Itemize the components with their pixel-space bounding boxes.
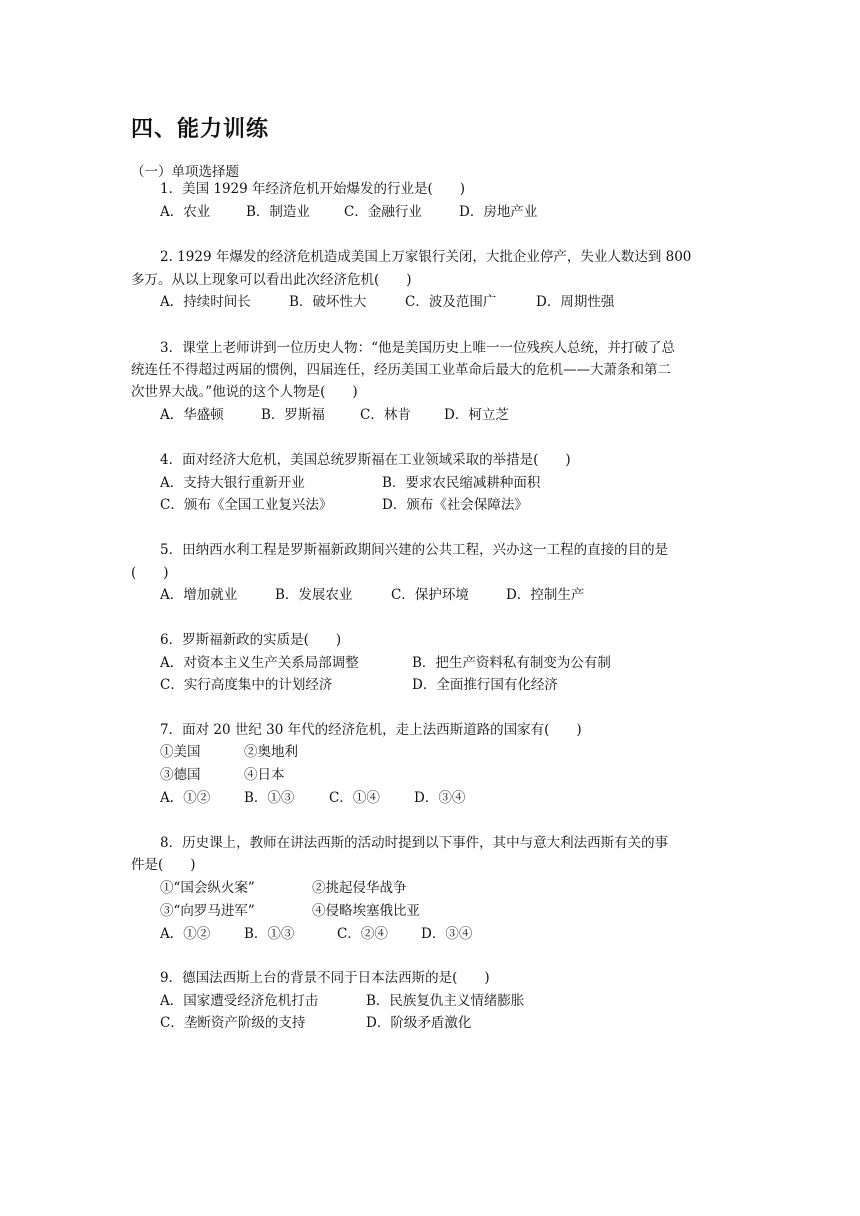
q1-option-b: B．制造业: [246, 204, 310, 220]
q7-item-2: ②奥地利: [244, 744, 298, 760]
question-3-stem-cont-1: 统连任不得超过两届的惯例，四届连任，经历美国工业革命后最大的危机——大萧条和第二: [131, 362, 671, 378]
q7-item-4: ④日本: [244, 767, 285, 783]
q7-option-d: D．③④: [414, 790, 466, 806]
question-2-stem: 2. 1929 年爆发的经济危机造成美国上万家银行关闭，大批企业停产，失业人数达到 800: [160, 249, 692, 265]
q7-option-a: A．①②: [160, 790, 211, 806]
q4-option-a: A．支持大银行重新开业: [160, 475, 305, 491]
q1-option-a: A．农业: [160, 204, 211, 220]
question-6-stem: 6．罗斯福新政的实质是( ): [160, 632, 342, 648]
q8-item-1: ①“国会纵火案”: [160, 880, 255, 896]
q3-option-a: A．华盛顿: [160, 407, 224, 423]
question-3-stem-cont-2: 次世界大战。”他说的这个人物是( ): [131, 384, 358, 400]
q7-item-3: ③德国: [160, 767, 201, 783]
q3-option-d: D．柯立芝: [444, 407, 509, 423]
page-title: 四、能力训练: [131, 117, 270, 142]
q8-item-2: ②挑起侵华战争: [312, 880, 407, 896]
q6-option-b: B．把生产资料私有制变为公有制: [412, 655, 611, 671]
question-2-stem-cont: 多万。从以上现象可以看出此次经济危机( ): [131, 272, 412, 288]
q4-option-b: B．要求农民缩减耕种面积: [382, 475, 541, 491]
question-1-stem: 1．美国 1929 年经济危机开始爆发的行业是( ): [160, 181, 466, 197]
q8-option-b: B．①③: [244, 926, 295, 942]
q7-option-c: C．①④: [329, 790, 380, 806]
q8-option-c: C．②④: [337, 926, 388, 942]
q4-option-c: C．颁布《全国工业复兴法》: [160, 497, 333, 513]
q8-option-a: A．①②: [160, 926, 211, 942]
q6-option-d: D．全面推行国有化经济: [412, 677, 558, 693]
q6-option-a: A．对资本主义生产关系局部调整: [160, 655, 359, 671]
q8-item-3: ③“向罗马进军”: [160, 903, 255, 919]
q9-option-d: D．阶级矛盾激化: [366, 1015, 472, 1031]
question-4-stem: 4．面对经济大危机，美国总统罗斯福在工业领域采取的举措是( ): [160, 452, 571, 468]
question-8-stem: 8．历史课上，教师在讲法西斯的活动时提到以下事件，其中与意大利法西斯有关的事: [160, 835, 669, 851]
q7-item-1: ①美国: [160, 744, 201, 760]
q9-option-c: C．垄断资产阶级的支持: [160, 1015, 306, 1031]
q4-option-d: D．颁布《社会保障法》: [382, 497, 528, 513]
q2-option-a: A．持续时间长: [160, 294, 251, 310]
section-heading: （一）单项选择题: [131, 164, 239, 180]
q3-option-c: C．林肯: [360, 407, 411, 423]
q2-option-b: B．破坏性大: [289, 294, 367, 310]
question-8-stem-cont: 件是( ): [131, 857, 196, 873]
q7-option-b: B．①③: [244, 790, 295, 806]
q5-option-d: D．控制生产: [506, 587, 585, 603]
question-7-stem: 7．面对 20 世纪 30 年代的经济危机，走上法西斯道路的国家有( ): [160, 722, 582, 738]
q2-option-c: C．波及范围广: [405, 294, 497, 310]
question-9-stem: 9．德国法西斯上台的背景不同于日本法西斯的是( ): [160, 970, 490, 986]
q6-option-c: C．实行高度集中的计划经济: [160, 677, 333, 693]
question-5-stem: 5．田纳西水利工程是罗斯福新政期间兴建的公共工程，兴办这一工程的直接的目的是: [160, 542, 669, 558]
q9-option-a: A．国家遭受经济危机打击: [160, 993, 319, 1009]
q5-option-b: B．发展农业: [275, 587, 353, 603]
question-3-stem: 3．课堂上老师讲到一位历史人物：“他是美国历史上唯一一位残疾人总统，并打破了总: [160, 340, 675, 356]
q5-option-c: C．保护环境: [391, 587, 469, 603]
q2-option-d: D．周期性强: [536, 294, 615, 310]
q1-option-d: D．房地产业: [459, 204, 538, 220]
q1-option-c: C．金融行业: [344, 204, 422, 220]
q8-item-4: ④侵略埃塞俄比亚: [312, 903, 420, 919]
q5-option-a: A．增加就业: [160, 587, 238, 603]
q3-option-b: B．罗斯福: [261, 407, 325, 423]
question-5-stem-cont: ( ): [131, 565, 169, 581]
q9-option-b: B．民族复仇主义情绪膨胀: [366, 993, 525, 1009]
q8-option-d: D．③④: [421, 926, 473, 942]
